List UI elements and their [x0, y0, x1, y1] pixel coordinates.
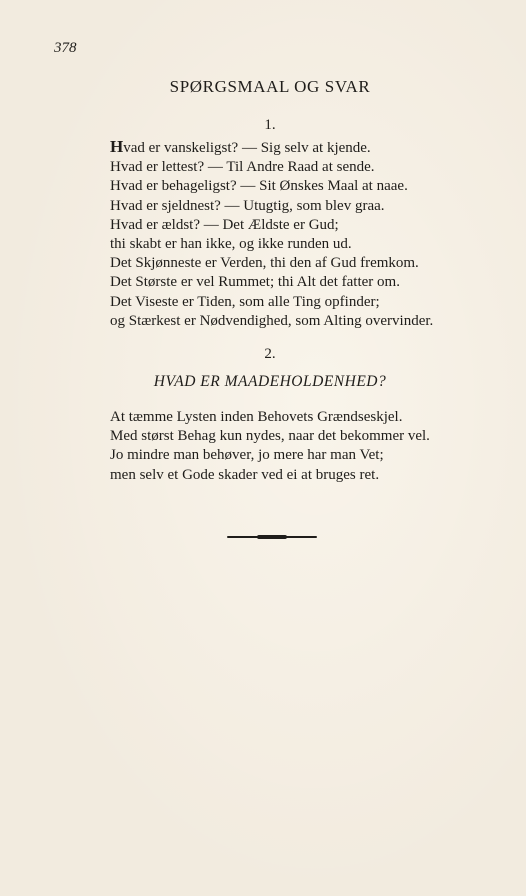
- section-2-number: 2.: [264, 346, 276, 362]
- poem-1-line: Det Skjønneste er Verden, thi den af Gud fremkom.: [110, 255, 419, 272]
- ornamental-divider: [227, 536, 317, 538]
- drop-cap: H: [110, 137, 124, 156]
- poem-1-line: Det Største er vel Rummet; thi Alt det fatter om.: [110, 274, 400, 291]
- poem-1-line: thi skabt er han ikke, og ikke runden ud.: [110, 236, 352, 253]
- poem-1-line-1-text: vad er vanskeligst? — Sig selv at kjende.: [123, 140, 371, 156]
- page-number: 378: [54, 40, 77, 56]
- poem-1: [110, 137, 480, 331]
- page-title: SPØRGSMAAL OG SVAR: [169, 77, 371, 96]
- poem-1-line: Hvad er ældst? — Det Ældste er Gud;: [110, 216, 339, 233]
- poem-1-line: Hvad er behageligst? — Sit Ønskes Maal at naae.: [110, 178, 408, 195]
- poem-2-line: At tæmme Lysten inden Behovets Grændseskjel.: [110, 409, 403, 425]
- section-1-number: 1.: [264, 117, 276, 133]
- poem-1-line: Hvad er lettest? — Til Andre Raad at sende.: [110, 159, 375, 176]
- section-2-title: HVAD ER MAADEHOLDENHED?: [153, 373, 387, 390]
- poem-1-line: Hvad er sjeldnest? — Utugtig, som blev graa.: [110, 197, 385, 214]
- poem-1-line: Det Viseste er Tiden, som alle Ting opfinder;: [110, 293, 380, 310]
- poem-2-line: men selv et Gode skader ved ei at bruges ret.: [110, 466, 380, 483]
- poem-1-line-1: [110, 137, 480, 158]
- poem-2: [110, 408, 480, 485]
- poem-1-line: og Stærkest er Nødvendighed, som Alting overvinder.: [110, 312, 434, 329]
- poem-2-line: Jo mindre man behøver, jo mere har man Vet;: [110, 447, 384, 464]
- poem-2-line: Med størst Behag kun nydes, naar det bekommer vel.: [110, 428, 430, 445]
